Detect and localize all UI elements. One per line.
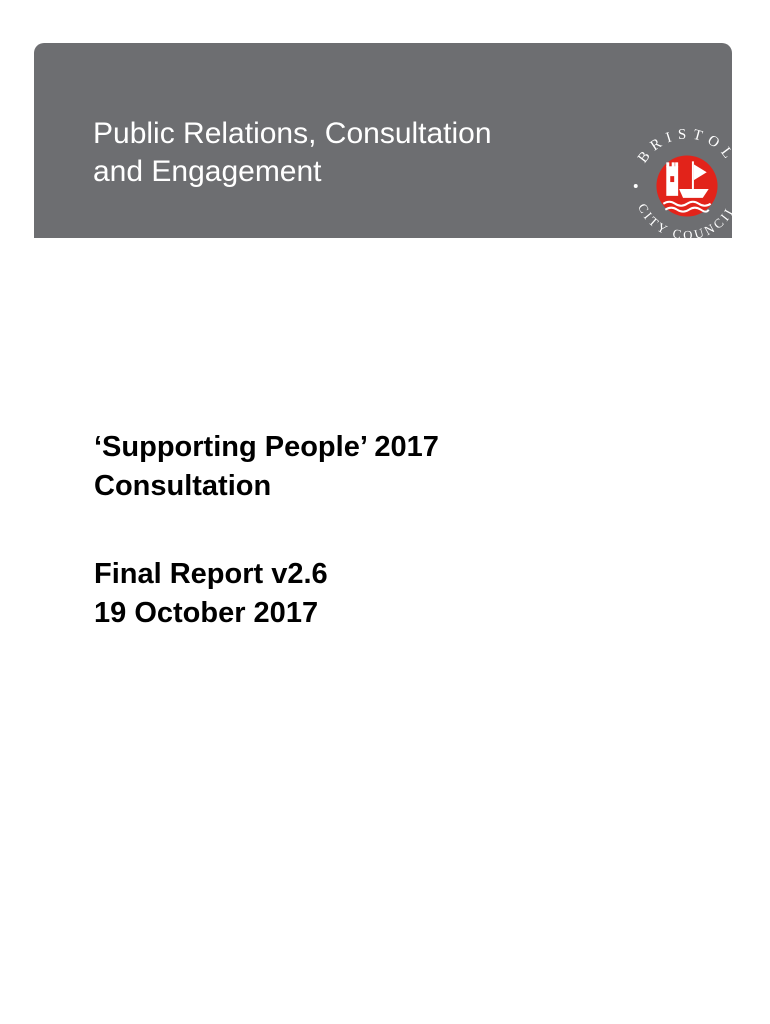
- report-version: Final Report v2.6: [94, 558, 328, 590]
- department-title-line1: Public Relations, Consultation: [93, 117, 492, 150]
- department-title-line2: and Engagement: [93, 155, 322, 188]
- logo-text-top: BRISTOL: [635, 126, 739, 167]
- logo-text-bottom: CITY COUNCIL: [634, 201, 740, 243]
- department-title: [93, 115, 563, 191]
- report-title-line2: Consultation: [94, 470, 272, 502]
- bristol-city-council-logo: [618, 117, 756, 255]
- report-title: [94, 428, 694, 506]
- report-date: 19 October 2017: [94, 597, 319, 629]
- report-version-block: [94, 555, 694, 633]
- report-title-line1: ‘Supporting People’ 2017: [94, 431, 439, 463]
- header-banner: [34, 43, 740, 243]
- crest-icon: [656, 155, 717, 216]
